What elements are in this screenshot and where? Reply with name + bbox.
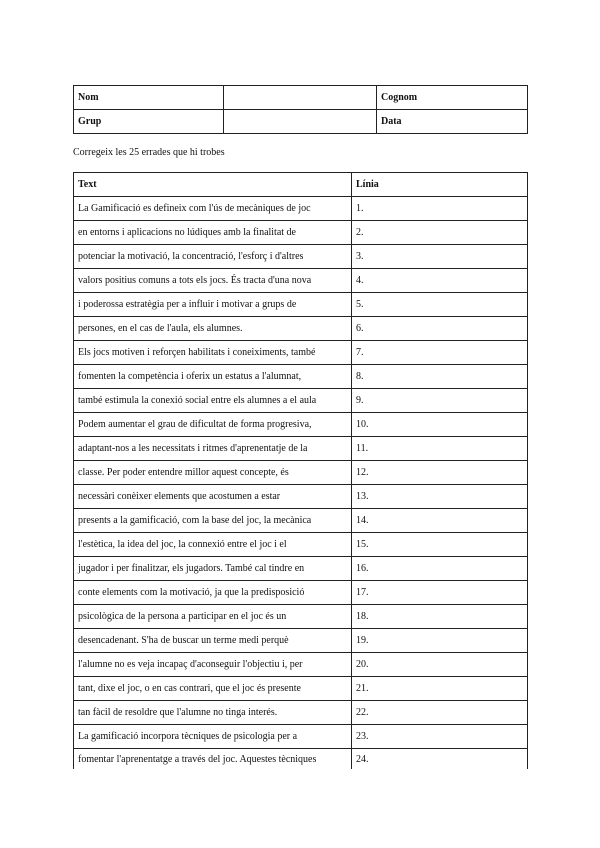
text-cell: jugador i per finalitzar, els jugadors. També cal tindre en xyxy=(74,557,352,581)
table-body xyxy=(74,197,528,770)
table-row xyxy=(74,221,528,245)
text-cell: tan fàcil de resoldre que l'alumne no tinga interés. xyxy=(74,701,352,725)
line-number-cell[interactable]: 2. xyxy=(352,221,528,245)
text-cell: en entorns i aplicacions no lúdiques amb la finalitat de xyxy=(74,221,352,245)
text-cell: l'alumne no es veja incapaç d'aconseguir l'objectiu i, per xyxy=(74,653,352,677)
text-cell: potenciar la motivació, la concentració, l'esforç i d'altres xyxy=(74,245,352,269)
line-number-cell[interactable]: 20. xyxy=(352,653,528,677)
table-row xyxy=(74,509,528,533)
table-row xyxy=(74,485,528,509)
text-cell: Els jocs motiven i reforçen habilitats i coneiximents, també xyxy=(74,341,352,365)
table-row xyxy=(74,605,528,629)
table-row xyxy=(74,269,528,293)
line-number-cell[interactable]: 7. xyxy=(352,341,528,365)
table-row xyxy=(74,437,528,461)
table-header-row xyxy=(74,173,528,197)
text-cell: adaptant-nos a les necessitats i ritmes d'aprenentatje de la xyxy=(74,437,352,461)
line-number-cell[interactable]: 12. xyxy=(352,461,528,485)
nom-label: Nom xyxy=(74,86,224,110)
table-row xyxy=(74,245,528,269)
text-cell: desencadenant. S'ha de buscar un terme medi perquè xyxy=(74,629,352,653)
line-number-cell[interactable]: 5. xyxy=(352,293,528,317)
line-number-cell[interactable]: 22. xyxy=(352,701,528,725)
line-number-cell[interactable]: 18. xyxy=(352,605,528,629)
text-cell: psicològica de la persona a participar en el joc és un xyxy=(74,605,352,629)
line-number-cell[interactable]: 14. xyxy=(352,509,528,533)
text-cell: tant, dixe el joc, o en cas contrari, que el joc és presente xyxy=(74,677,352,701)
line-number-cell[interactable]: 1. xyxy=(352,197,528,221)
nom-field[interactable] xyxy=(224,86,377,110)
text-cell: també estimula la conexió social entre els alumnes a el aula xyxy=(74,389,352,413)
table-row xyxy=(74,629,528,653)
grup-label: Grup xyxy=(74,110,224,134)
line-number-cell[interactable]: 13. xyxy=(352,485,528,509)
exercise-instruction: Corregeix les 25 errades que hi trobes xyxy=(73,147,225,158)
cognom-label: Cognom xyxy=(377,86,528,110)
line-number-cell[interactable]: 11. xyxy=(352,437,528,461)
text-cell: conte elements com la motivació, ja que la predisposició xyxy=(74,581,352,605)
line-number-cell[interactable]: 9. xyxy=(352,389,528,413)
text-correction-table xyxy=(73,172,528,769)
table-row xyxy=(74,389,528,413)
student-info-table xyxy=(73,85,528,134)
table-row xyxy=(74,725,528,749)
text-cell: La Gamificació es defineix com l'ús de mecàniques de joc xyxy=(74,197,352,221)
student-info-row-1 xyxy=(74,86,528,110)
table-row xyxy=(74,317,528,341)
table-row xyxy=(74,749,528,770)
table-row xyxy=(74,557,528,581)
table-row xyxy=(74,653,528,677)
text-cell: La gamificació incorpora tècniques de psicologia per a xyxy=(74,725,352,749)
text-cell: presents a la gamificació, com la base del joc, la mecànica xyxy=(74,509,352,533)
line-number-cell[interactable]: 21. xyxy=(352,677,528,701)
line-number-cell[interactable]: 23. xyxy=(352,725,528,749)
line-number-cell[interactable]: 15. xyxy=(352,533,528,557)
table-row xyxy=(74,413,528,437)
text-cell: classe. Per poder entendre millor aquest concepte, és xyxy=(74,461,352,485)
text-cell: necessàri conèixer elements que acostumen a estar xyxy=(74,485,352,509)
table-row xyxy=(74,293,528,317)
line-number-cell[interactable]: 3. xyxy=(352,245,528,269)
data-label: Data xyxy=(377,110,528,134)
line-number-cell[interactable]: 4. xyxy=(352,269,528,293)
line-number-cell[interactable]: 19. xyxy=(352,629,528,653)
table-row xyxy=(74,341,528,365)
text-cell: fomentar l'aprenentatge a través del joc. Aquestes tècniques xyxy=(74,749,352,770)
line-number-cell[interactable]: 10. xyxy=(352,413,528,437)
table-row xyxy=(74,197,528,221)
text-cell: valors positius comuns a tots els jocs. És tracta d'una nova xyxy=(74,269,352,293)
line-number-cell[interactable]: 24. xyxy=(352,749,528,770)
line-number-cell[interactable]: 8. xyxy=(352,365,528,389)
table-row xyxy=(74,701,528,725)
table-row xyxy=(74,365,528,389)
line-number-cell[interactable]: 17. xyxy=(352,581,528,605)
column-header-text: Text xyxy=(74,173,352,197)
text-cell: Podem aumentar el grau de dificultat de forma progresiva, xyxy=(74,413,352,437)
table-row xyxy=(74,581,528,605)
table-row xyxy=(74,533,528,557)
line-number-cell[interactable]: 16. xyxy=(352,557,528,581)
text-cell: persones, en el cas de l'aula, els alumnes. xyxy=(74,317,352,341)
text-cell: l'estètica, la idea del joc, la connexió entre el joc i el xyxy=(74,533,352,557)
table-row xyxy=(74,677,528,701)
table-row xyxy=(74,461,528,485)
grup-field[interactable] xyxy=(224,110,377,134)
text-cell: fomenten la competència i oferix un estatus a l'alumnat, xyxy=(74,365,352,389)
line-number-cell[interactable]: 6. xyxy=(352,317,528,341)
student-info-row-2 xyxy=(74,110,528,134)
text-cell: i poderossa estratègia per a influir i motivar a grups de xyxy=(74,293,352,317)
column-header-linia: Línia xyxy=(352,173,528,197)
